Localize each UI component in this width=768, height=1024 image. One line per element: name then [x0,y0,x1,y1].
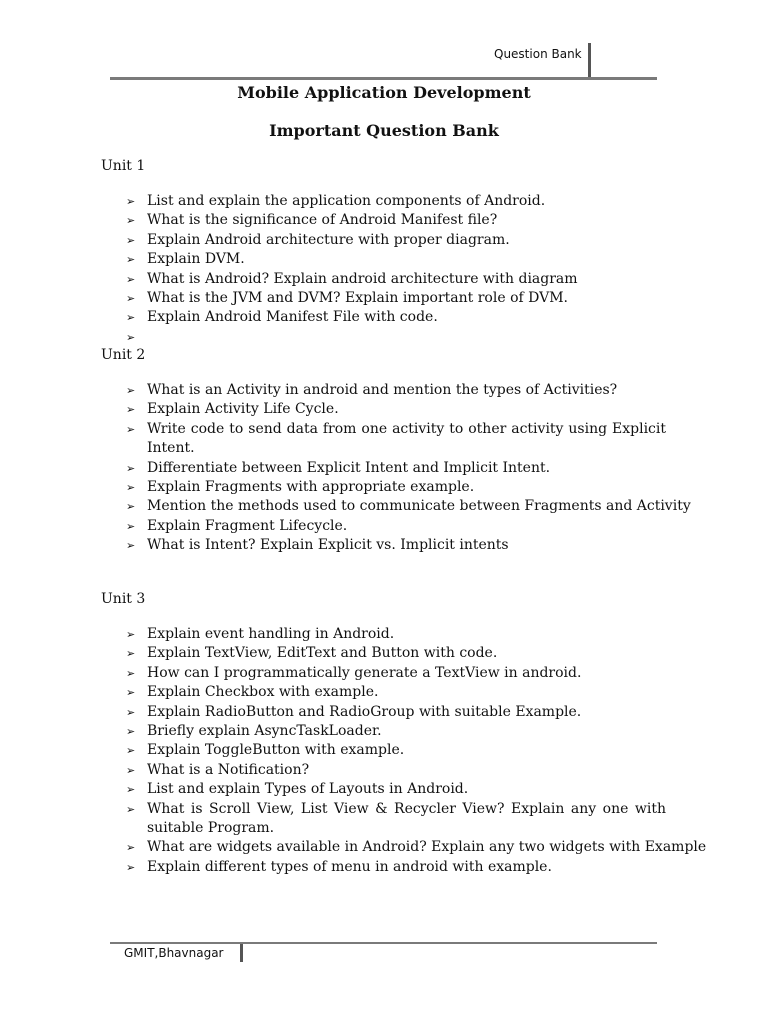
list-item: ➢ Explain ToggleButton with example. [0,741,666,760]
header-label: Question Bank [494,47,582,61]
arrow-bullet-icon: ➢ [126,403,136,417]
list-item: ➢ What is Android? Explain android architecture with diagram [0,270,666,289]
list-item: ➢ What are widgets available in Android? Explain any two widgets with Example [0,838,666,857]
header-rule [110,77,657,80]
list-item: ➢ How can I programmatically generate a TextView in android. [0,664,666,683]
arrow-bullet-icon: ➢ [126,519,136,533]
list-item: ➢ Explain TextView, EditText and Button with code. [0,644,666,663]
arrow-bullet-icon: ➢ [126,481,136,495]
unit-2-heading: Unit 2 [101,347,146,363]
arrow-bullet-icon: ➢ [126,647,136,661]
arrow-bullet-icon: ➢ [126,253,136,267]
arrow-bullet-icon: ➢ [126,272,136,286]
arrow-bullet-icon: ➢ [126,214,136,228]
list-item: ➢ What is Intent? Explain Explicit vs. Implicit intents [0,536,666,555]
arrow-bullet-icon: ➢ [126,686,136,700]
arrow-bullet-icon: ➢ [126,628,136,641]
list-item: ➢ What is a Notification? [0,761,666,780]
arrow-bullet-icon: ➢ [126,422,136,436]
list-item: ➢ Differentiate between Explicit Intent and Implicit Intent. [0,459,666,478]
arrow-bullet-icon: ➢ [126,311,136,325]
arrow-bullet-icon: ➢ [126,330,136,344]
list-item: ➢ Explain Android architecture with proper diagram. [0,231,666,250]
unit-3-heading: Unit 3 [101,591,146,607]
list-item: ➢ Explain Activity Life Cycle. [0,400,666,419]
footer-divider [240,944,243,962]
footer-rule [110,942,657,944]
list-item: ➢ Explain DVM. [0,250,666,269]
list-item: ➢ Explain Android Manifest File with code. [0,308,666,327]
arrow-bullet-icon: ➢ [126,841,136,855]
list-item: ➢ Explain different types of menu in android with example. [0,858,666,877]
list-item: ➢ What is the JVM and DVM? Explain important role of DVM. [0,289,666,308]
arrow-bullet-icon: ➢ [126,802,136,816]
arrow-bullet-icon: ➢ [126,233,136,247]
arrow-bullet-icon: ➢ [126,461,136,475]
unit-2-question-list [0,381,691,556]
arrow-bullet-icon: ➢ [126,195,136,208]
list-item: ➢ What is Scroll View, List View & Recycler View? Explain any one with suitable Program. [126,800,666,837]
header-divider [588,43,591,78]
arrow-bullet-icon: ➢ [126,763,136,777]
list-item [0,328,666,347]
list-item: ➢ Mention the methods used to communicate between Fragments and Activity [0,497,666,516]
arrow-bullet-icon: ➢ [126,744,136,758]
arrow-bullet-icon: ➢ [126,860,136,874]
list-item: ➢ Explain Checkbox with example. [0,683,666,702]
unit-1-question-list [0,192,666,347]
list-item: ➢ List and explain Types of Layouts in Android. [0,780,666,799]
unit-1-heading: Unit 1 [101,158,146,174]
unit-3-question-list [0,625,707,877]
arrow-bullet-icon: ➢ [126,725,136,739]
document-title: Mobile Application Development [237,83,531,102]
list-item: ➢ Briefly explain AsyncTaskLoader. [0,722,666,741]
list-item: ➢ Explain Fragment Lifecycle. [0,517,666,536]
list-item: ➢ Explain Fragments with appropriate example. [0,478,666,497]
list-item: ➢ Write code to send data from one activity to other activity using Explicit Intent. [126,420,666,457]
arrow-bullet-icon: ➢ [126,500,136,514]
list-item: ➢ What is an Activity in android and mention the types of Activities? [0,381,666,400]
arrow-bullet-icon: ➢ [126,783,136,797]
list-item: ➢ Explain RadioButton and RadioGroup with suitable Example. [0,703,666,722]
arrow-bullet-icon: ➢ [126,292,136,306]
list-item: ➢ List and explain the application components of Android. [0,192,666,211]
arrow-bullet-icon: ➢ [126,384,136,397]
list-item: ➢ Explain event handling in Android. [0,625,666,644]
list-item: ➢ What is the significance of Android Manifest file? [0,211,666,230]
arrow-bullet-icon: ➢ [126,539,136,553]
document-subtitle: Important Question Bank [269,121,499,140]
arrow-bullet-icon: ➢ [126,666,136,680]
arrow-bullet-icon: ➢ [126,705,136,719]
footer-label: GMIT,Bhavnagar [124,946,224,960]
